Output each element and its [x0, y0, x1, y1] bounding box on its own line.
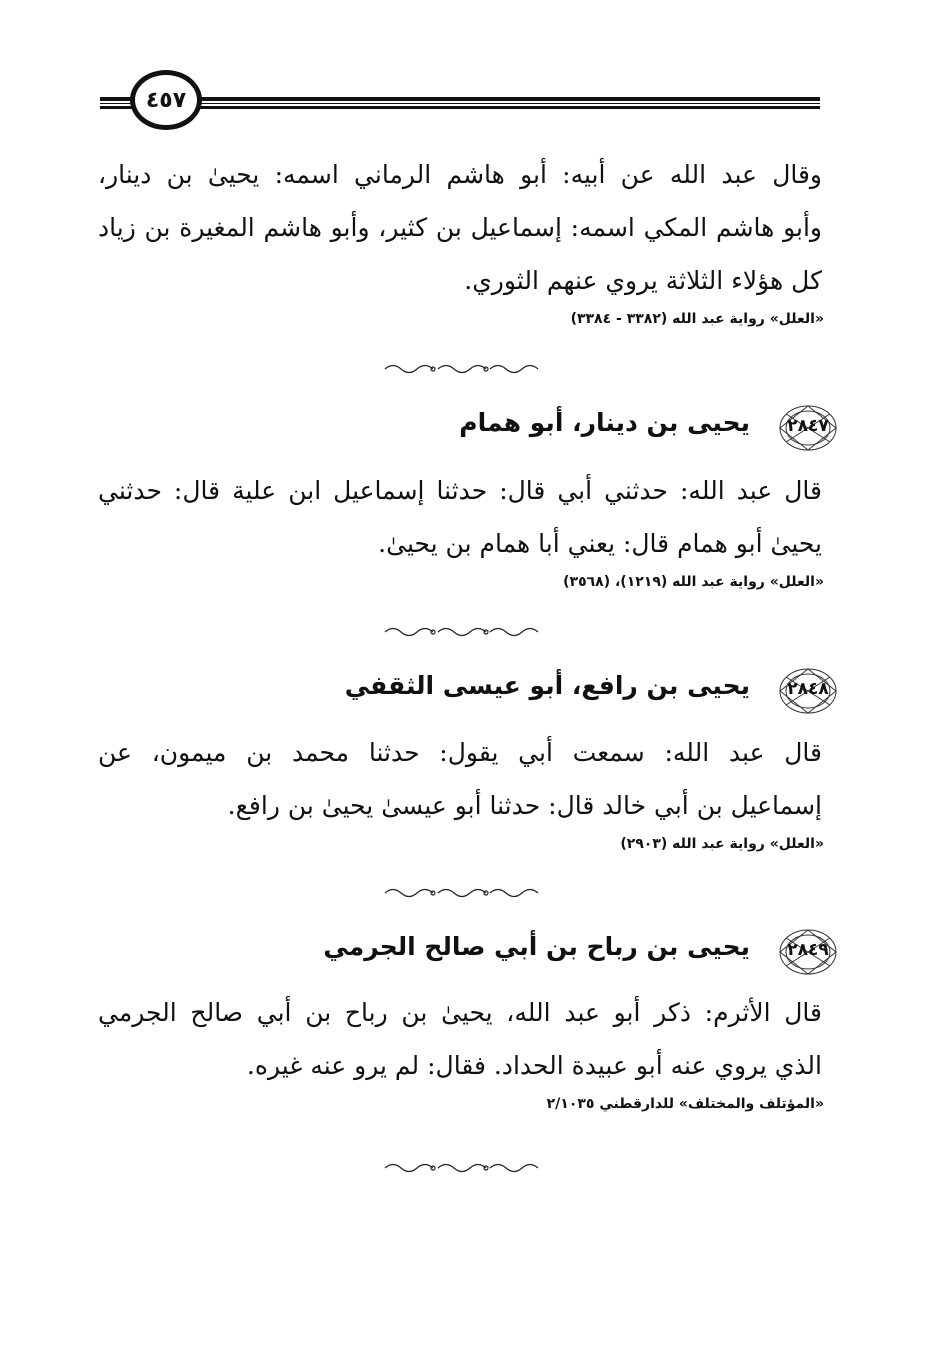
text-line: كل هؤلاء الثلاثة يروي عنهم الثوري. [464, 266, 822, 295]
entry-body [98, 464, 822, 594]
text-line: يحيىٰ أبو همام قال: يعني أبا همام بن يحيىٰ. [378, 529, 822, 558]
source-citation: «العلل» رواية عبد الله (٣٣٨٢ - ٣٣٨٤) [570, 311, 824, 327]
text-line: وأبو هاشم المكي اسمه: إسماعيل بن كثير، وأبو هاشم المغيرة بن زياد [98, 213, 822, 242]
source-citation: «المؤتلف والمختلف» للدارقطني ٢/١٠٣٥ [546, 1096, 824, 1112]
text-line: قال عبد الله: سمعت أبي يقول: حدثنا محمد بن ميمون، عن [98, 738, 822, 767]
entry-title: يحيى بن رافع، أبو عيسى الثقفي [344, 671, 750, 700]
source-citation: «العلل» رواية عبد الله (١٢١٩)، (٣٥٦٨) [563, 574, 824, 590]
entry-title: يحيى بن رباح بن أبي صالح الجرمي [323, 932, 750, 961]
text-line: الذي يروي عنه أبو عبيدة الحداد. فقال: لم يرو عنه غيره. [246, 1051, 822, 1080]
entry-heading [98, 665, 838, 715]
entry-number-medallion [778, 667, 838, 715]
page-number: ٤٥٧ [130, 70, 202, 130]
source-citation: «العلل» رواية عبد الله (٢٩٠٣) [620, 836, 824, 852]
header-rule-bottom [100, 106, 820, 109]
entry-number: ٢٨٤٩ [787, 940, 829, 960]
text-line: قال عبد الله: حدثني أبي قال: حدثنا إسماعيل ابن علية قال: حدثني [98, 476, 822, 505]
header-rule [100, 97, 820, 101]
intro-paragraph [98, 148, 822, 331]
text-line: قال الأثرم: ذكر أبو عبد الله، يحيىٰ بن رباح بن أبي صالح الجرمي [98, 998, 822, 1027]
header-rule-thin [100, 103, 820, 104]
separator-ornament [380, 361, 540, 375]
entry-number-medallion [778, 928, 838, 976]
entry-number: ٢٨٤٨ [787, 679, 829, 699]
text-line: وقال عبد الله عن أبيه: أبو هاشم الرماني اسمه: يحيىٰ بن دينار، [98, 160, 822, 189]
separator-ornament [380, 885, 540, 899]
entry-heading [98, 402, 838, 452]
separator-ornament [380, 624, 540, 638]
entry-number-medallion [778, 404, 838, 452]
entry-body [98, 986, 822, 1116]
entry-title: يحيى بن دينار، أبو همام [459, 408, 750, 437]
text-line: إسماعيل بن أبي خالد قال: حدثنا أبو عيسىٰ يحيىٰ بن رافع. [227, 791, 822, 820]
entry-heading [98, 926, 838, 976]
separator-ornament [380, 1160, 540, 1174]
entry-number: ٢٨٤٧ [787, 416, 829, 436]
entry-body [98, 726, 822, 856]
